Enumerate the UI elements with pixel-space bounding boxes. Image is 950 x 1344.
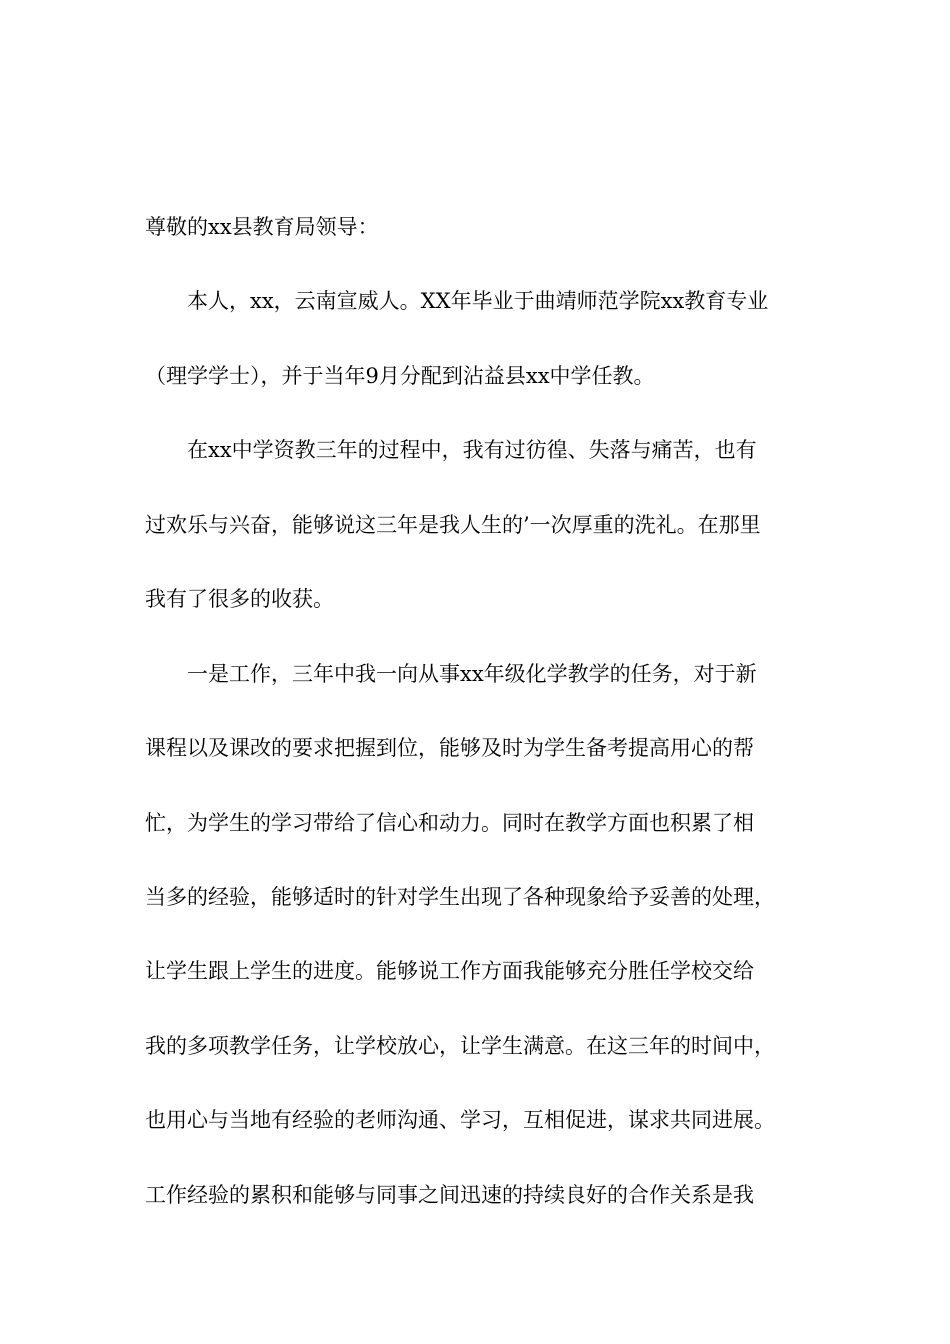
paragraph-line: 忙，为学生的学习带给了信心和动力。同时在教学方面也积累了相 (145, 811, 754, 835)
paragraph-line: 也用心与当地有经验的老师沟通、学习，互相促进，谋求共同进展。 (145, 1108, 775, 1132)
paragraph-line: 本人，xx，云南宣威人。XX年毕业于曲靖师范学院xx教育专业 (187, 289, 769, 313)
paragraph-line: 当多的经验，能够适时的针对学生出现了各种现象给予妥善的处理， (145, 885, 775, 909)
paragraph-line: 我有了很多的收获。 (145, 587, 334, 611)
paragraph-line: 过欢乐与兴奋，能够说这三年是我人生的’一次厚重的洗礼。在那里 (145, 513, 761, 537)
paragraph-line: 工作经验的累积和能够与同事之间迅速的持续良好的合作关系是我 (145, 1183, 754, 1207)
paragraph-line: 让学生跟上学生的进度。能够说工作方面我能够充分胜任学校交给 (145, 959, 754, 983)
paragraph-line: 我的多项教学任务，让学校放心，让学生满意。在这三年的时间中， (145, 1034, 775, 1058)
paragraph-line: 一是工作，三年中我一向从事xx年级化学教学的任务，对于新 (187, 662, 757, 686)
paragraph-line: 课程以及课改的要求把握到位，能够及时为学生备考提高用心的帮 (145, 736, 754, 760)
salutation: 尊敬的xx县教育局领导： (145, 215, 379, 239)
paragraph-line: （理学学士），并于当年9月分配到沾益县xx中学任教。 (145, 364, 655, 388)
paragraph-line: 在xx中学资教三年的过程中，我有过彷徨、失落与痛苦，也有 (187, 438, 757, 462)
